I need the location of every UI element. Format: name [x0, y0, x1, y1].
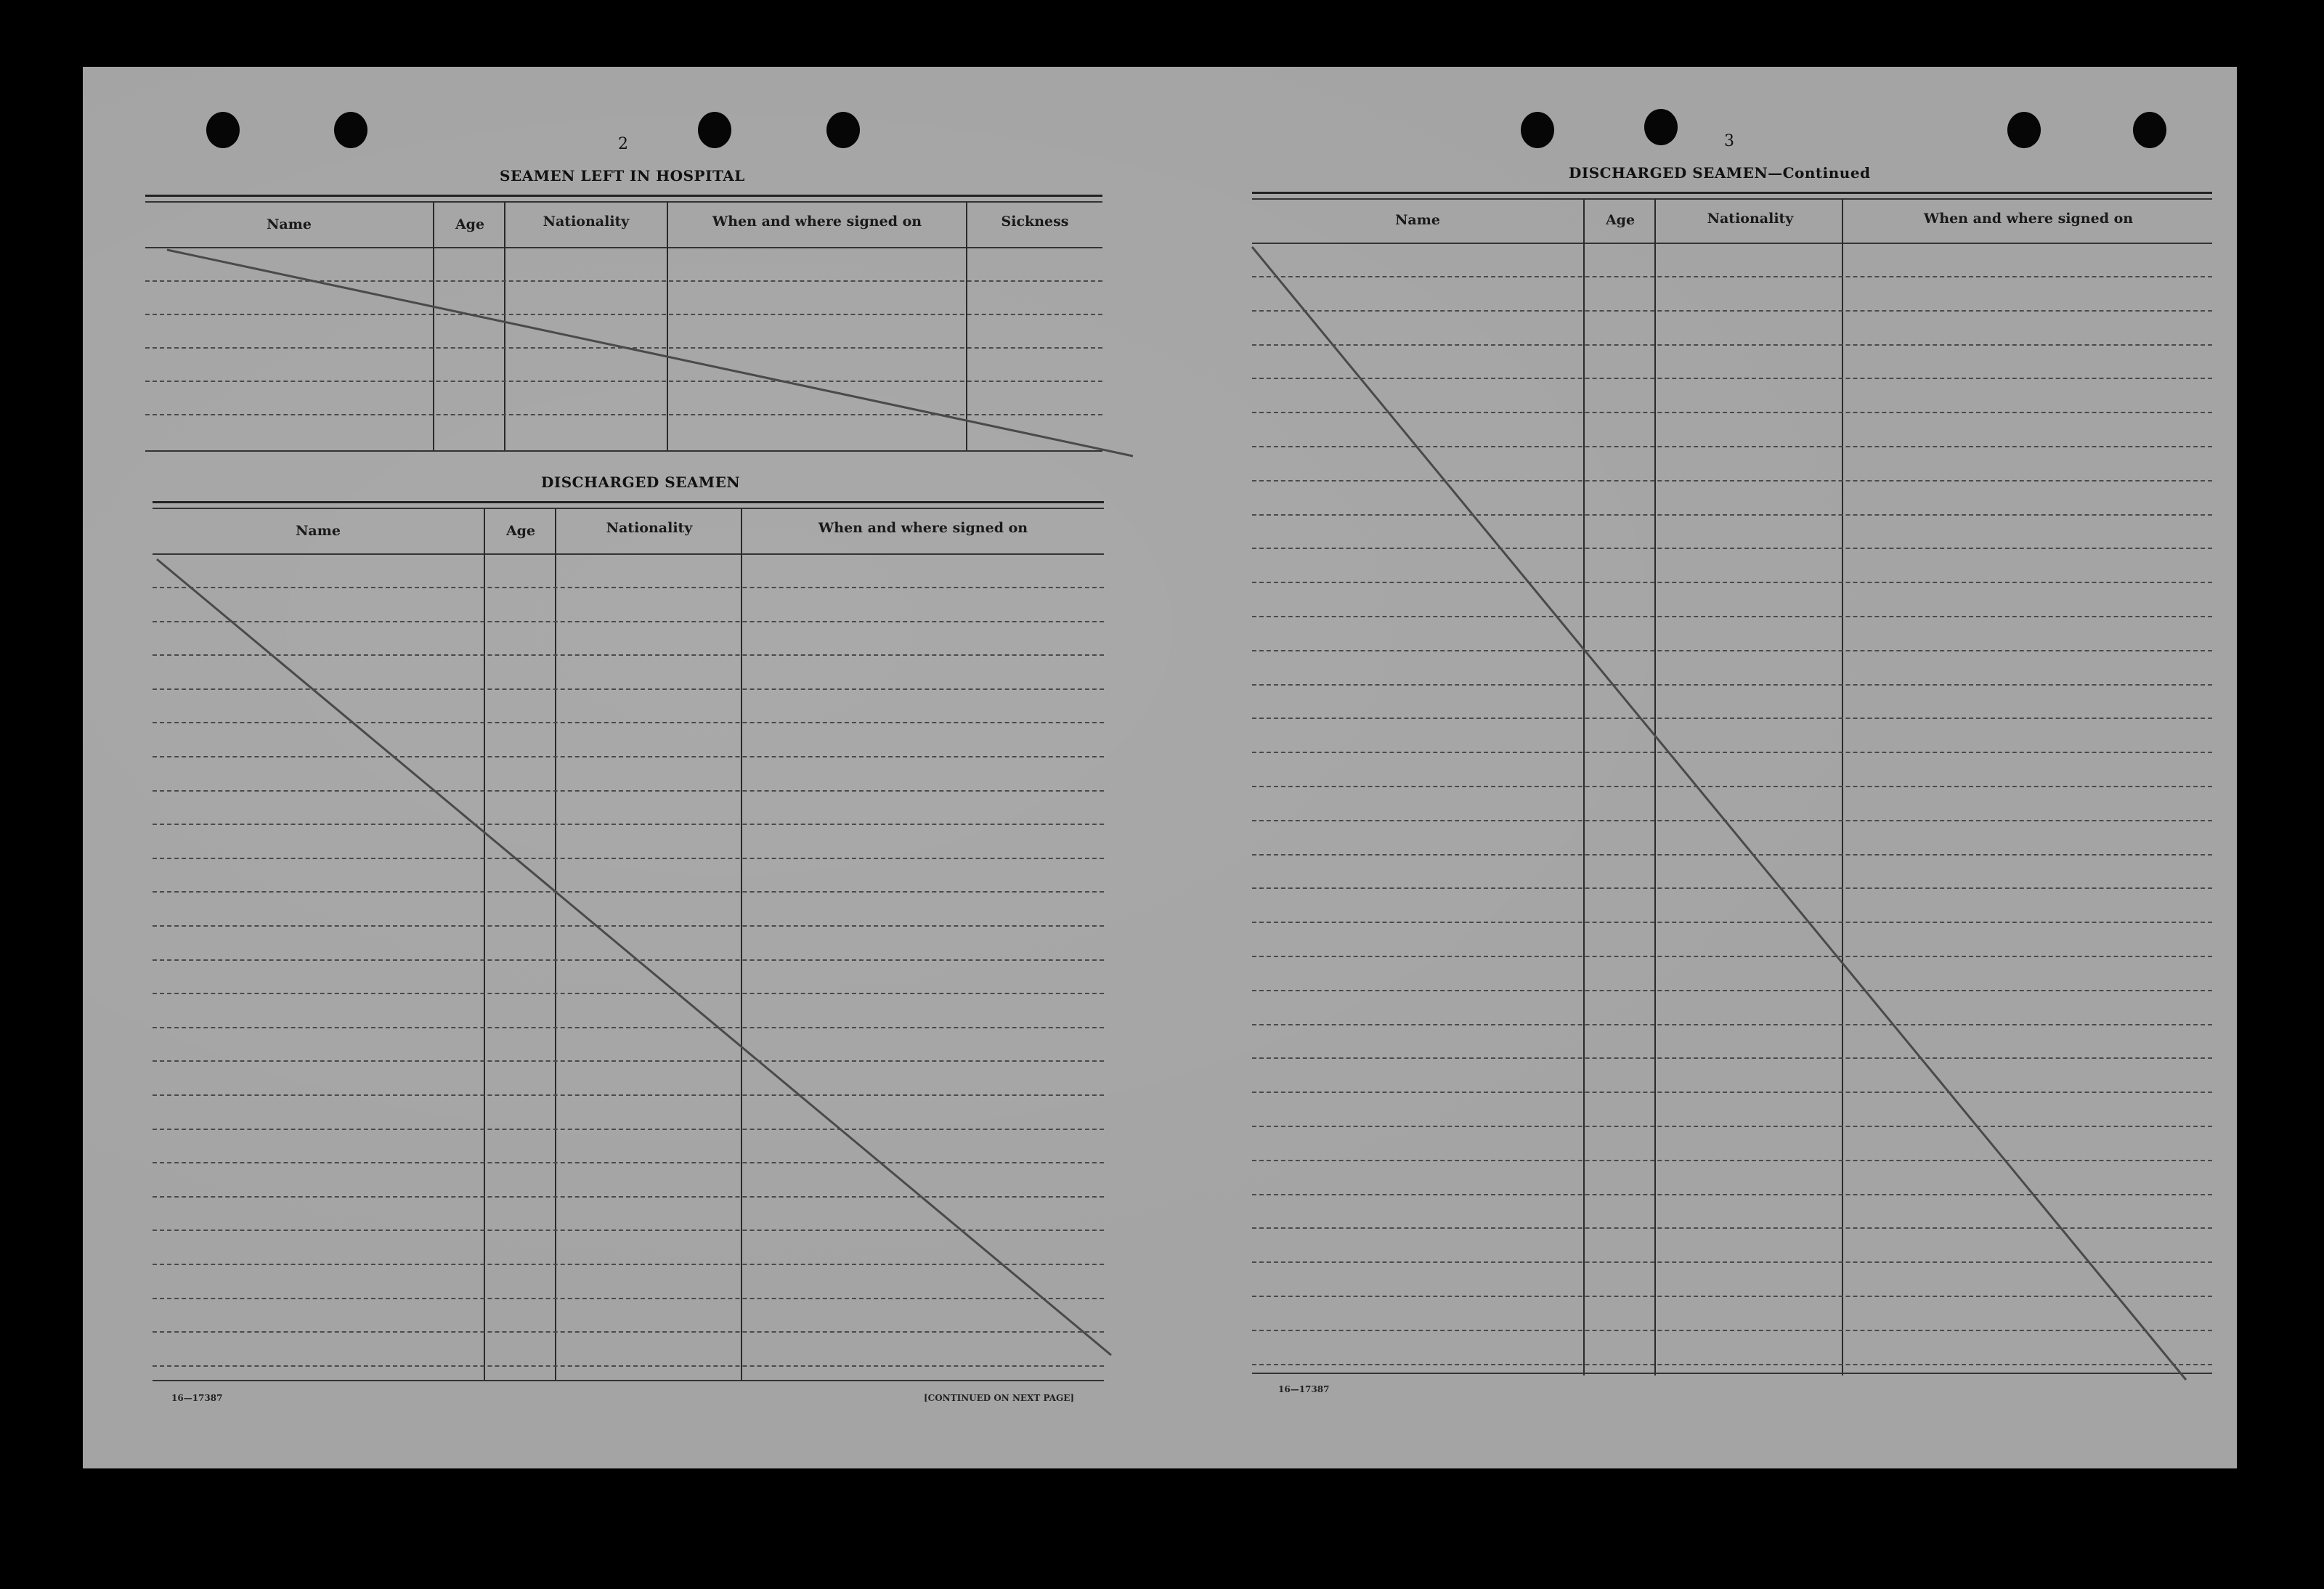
discharged-title-main: DISCHARGED SEAMEN [1569, 164, 1768, 182]
left-page-number: 2 [618, 135, 628, 153]
discharged-left-cancel-stroke [157, 559, 1111, 1355]
right-form-number: 16—17387 [1278, 1384, 1330, 1394]
discharged-left-col-name: Name [296, 523, 341, 539]
hospital-col-age: Age [455, 216, 485, 232]
discharged-left-col-nationality: Nationality [606, 520, 693, 536]
discharged-right-col-age: Age [1605, 212, 1636, 228]
discharged-right-cancel-stroke [1252, 247, 2186, 1380]
hospital-col-name: Name [267, 216, 312, 232]
continued-note: [CONTINUED ON NEXT PAGE] [924, 1393, 1075, 1403]
discharged-title-suffix: —Continued [1768, 164, 1871, 182]
left-form-number: 16—17387 [171, 1393, 223, 1403]
hospital-cancel-stroke [167, 250, 1133, 456]
hospital-col-signed-on: When and where signed on [712, 214, 922, 229]
hospital-section-title: SEAMEN LEFT IN HOSPITAL [500, 167, 745, 184]
discharged-section-title-left: DISCHARGED SEAMEN [541, 474, 741, 491]
right-page-number: 3 [1724, 132, 1734, 150]
discharged-left-col-signed-on: When and where signed on [818, 520, 1028, 536]
discharged-left-col-age: Age [505, 523, 536, 539]
hospital-col-sickness: Sickness [1001, 214, 1069, 229]
hospital-col-nationality: Nationality [543, 214, 630, 229]
discharged-right-col-name: Name [1395, 212, 1440, 228]
discharged-right-col-signed-on: When and where signed on [1923, 211, 2134, 227]
discharged-right-col-nationality: Nationality [1707, 211, 1794, 227]
